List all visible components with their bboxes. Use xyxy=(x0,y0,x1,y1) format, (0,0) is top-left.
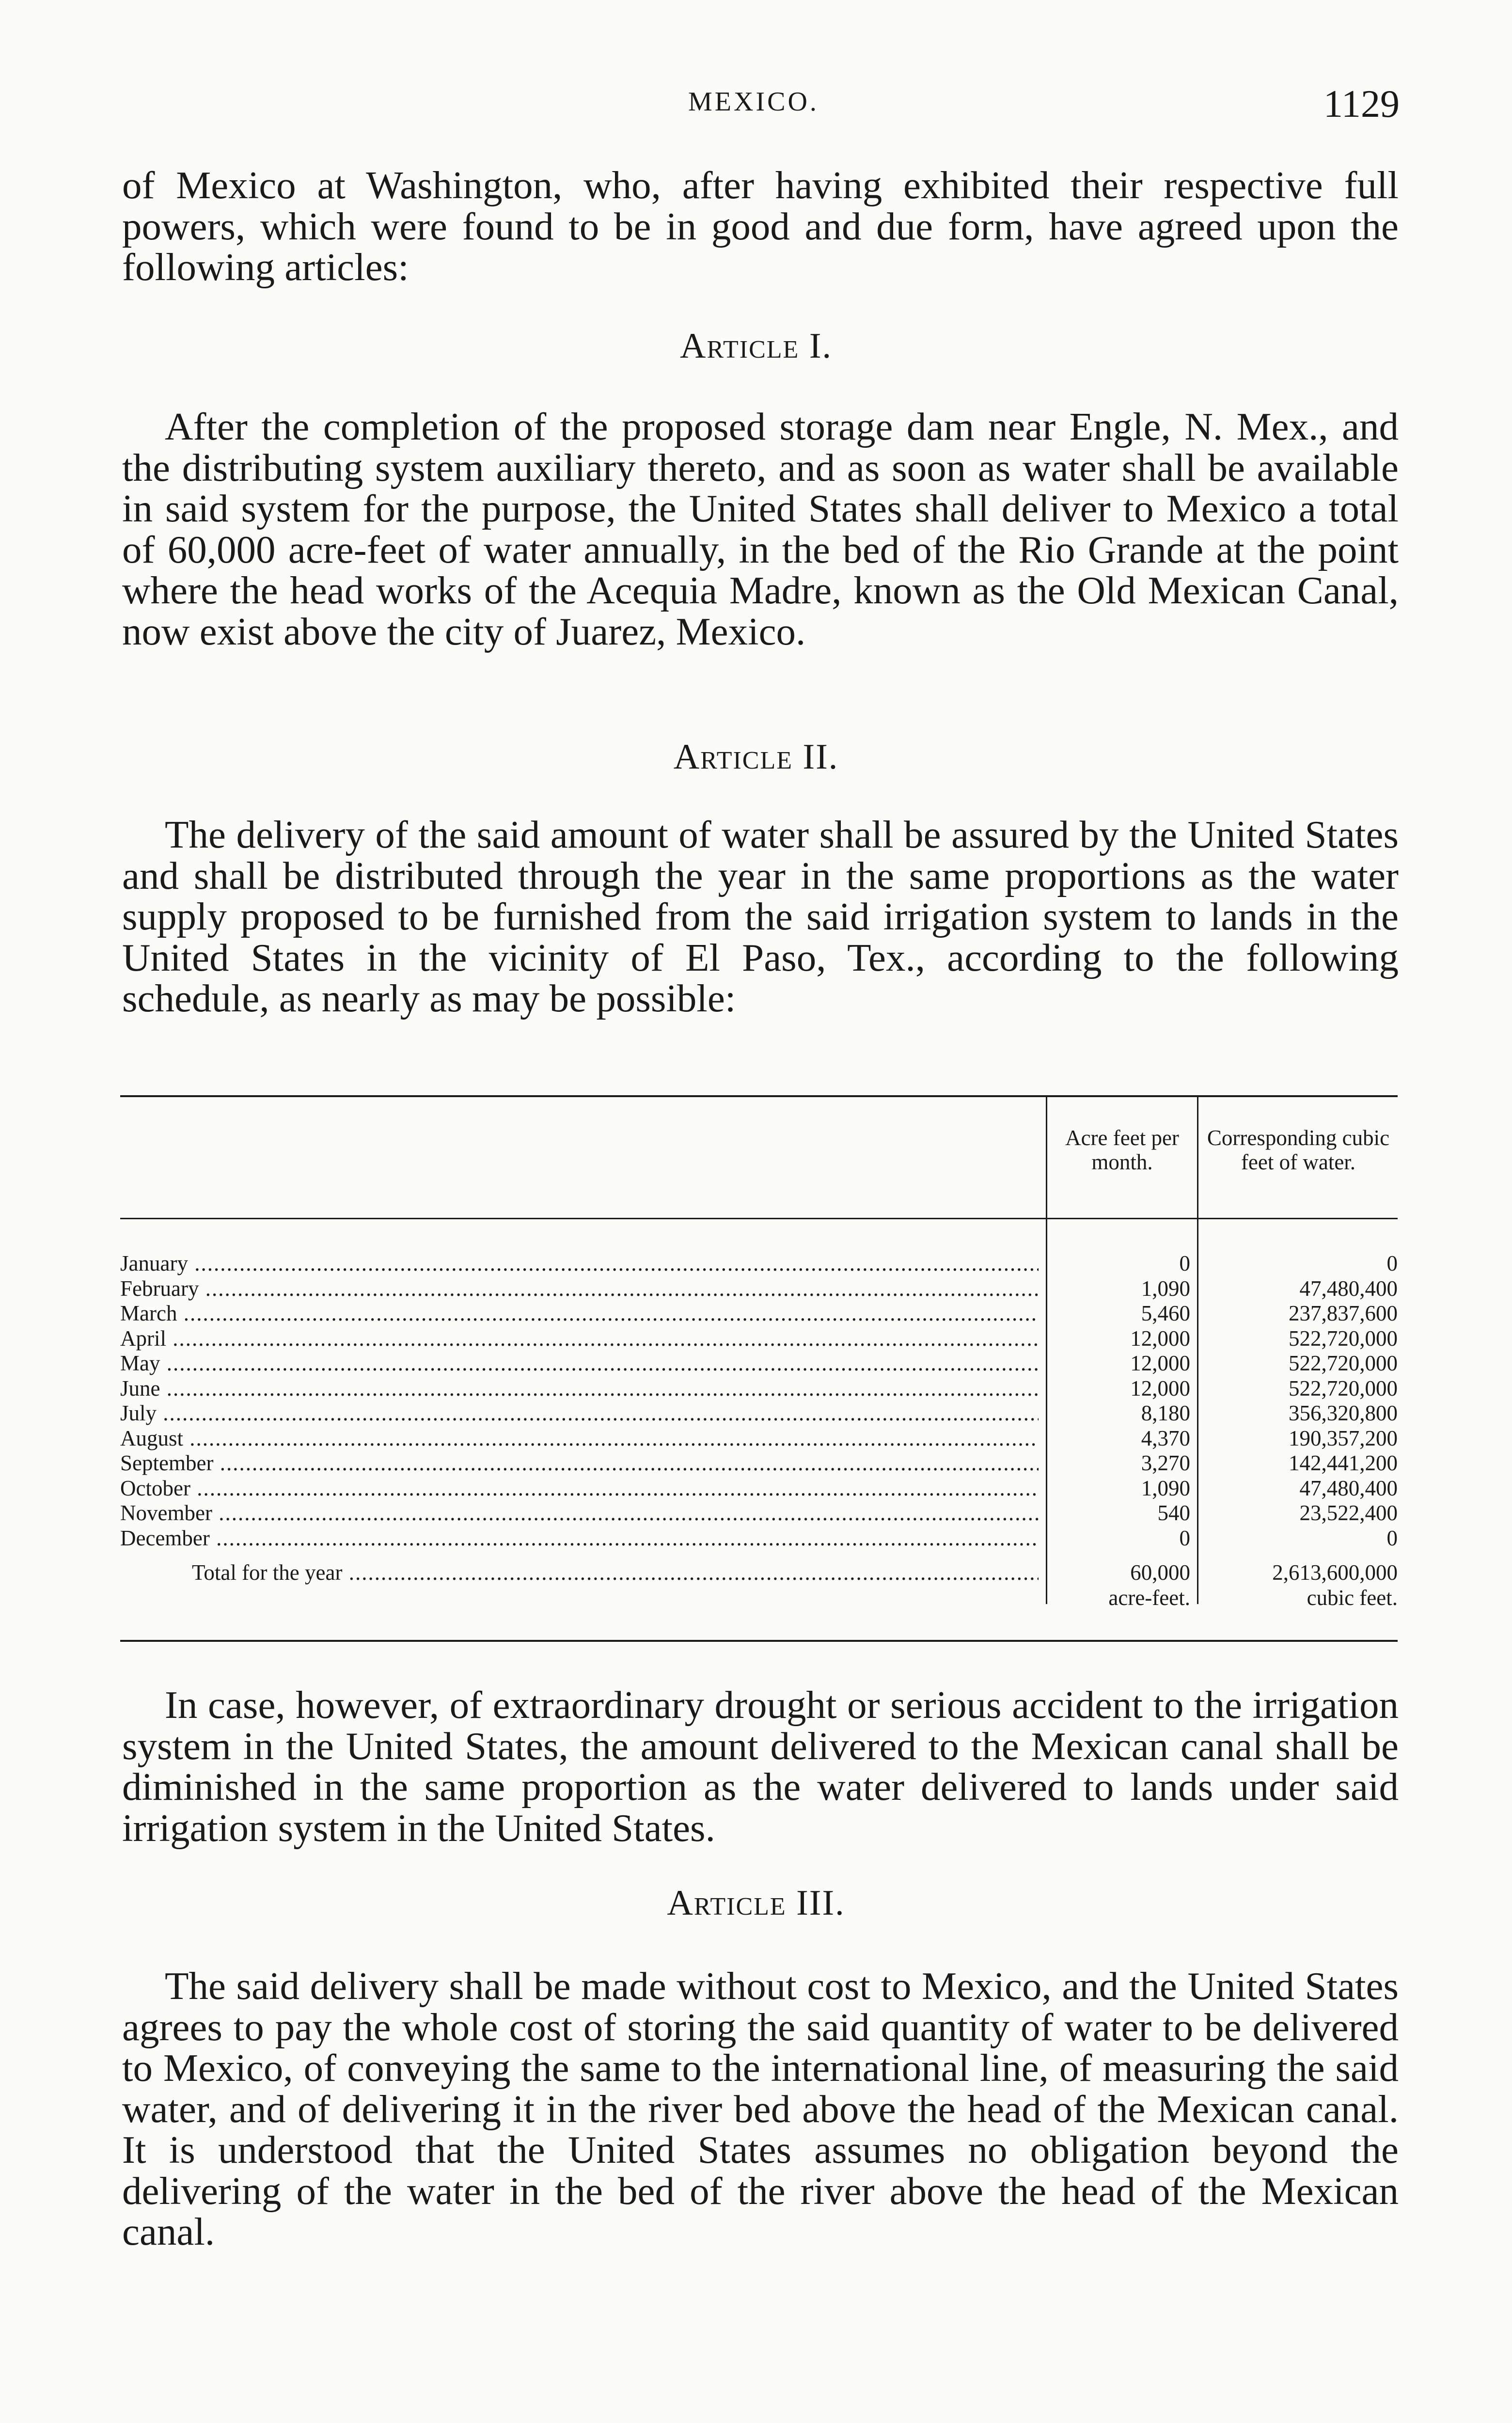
acre-feet-cell: 0 xyxy=(1179,1526,1190,1550)
month-cell: July ..... xyxy=(120,1401,1039,1426)
acre-feet-cell: 12,000 xyxy=(1130,1326,1190,1351)
table-top-rule xyxy=(120,1095,1398,1097)
cubic-feet-cell: 522,720,000 xyxy=(1289,1351,1398,1375)
table-row xyxy=(120,1326,1398,1352)
article-1-heading-text: Article I. xyxy=(680,326,832,366)
acre-feet-cell: 5,460 xyxy=(1141,1301,1190,1325)
cubic-feet-cell: 142,441,200 xyxy=(1289,1451,1398,1475)
month-cell: November ..... xyxy=(120,1501,1039,1526)
table-row xyxy=(120,1476,1398,1501)
table-row xyxy=(120,1426,1398,1451)
month-cell: October ..... xyxy=(120,1476,1039,1501)
acre-feet-cell: 0 xyxy=(1179,1251,1190,1275)
month-cell: March ..... xyxy=(120,1301,1039,1326)
acre-feet-cell: 12,000 xyxy=(1130,1351,1190,1375)
intro-paragraph: of Mexico at Washington, who, after having exhibited their respective full powers, which were found to be in good and due form, have agreed upon the following articles: xyxy=(122,163,1399,289)
cubic-feet-cell: 522,720,000 xyxy=(1289,1376,1398,1400)
month-cell: February ..... xyxy=(120,1276,1039,1302)
header-cubic-feet: Corresponding cubic feet of water. xyxy=(1207,1126,1390,1174)
article-2-paragraph: The delivery of the said amount of water shall be assured by the United States and shall be distributed through the year in the same proportions as the water supply proposed to be furnished from the said irrigation system to lands in the United States in the vicinity of El Paso, Tex., according to the following schedule, as nearly as may be possible: xyxy=(122,813,1399,1020)
table-row xyxy=(120,1501,1398,1526)
month-cell: June ..... xyxy=(120,1376,1039,1401)
total-cubic-feet-unit: cubic feet. xyxy=(1307,1585,1398,1610)
cubic-feet-cell: 47,480,400 xyxy=(1299,1276,1398,1301)
article-3-paragraph: The said delivery shall be made without cost to Mexico, and the United States agrees to pay the whole cost of storing the said quantity of water to be delivered to Mexico, of conveying the same to the international line, of measuring the said water, and of delivering it in the river bed above the head of the Mexican canal. It is understood that the United States assumes no obligation beyond the delivering of the water in the bed of the river above the head of the Mexican canal. xyxy=(122,1964,1399,2253)
article-3-heading xyxy=(0,1883,1512,1924)
acre-feet-cell: 3,270 xyxy=(1141,1451,1190,1475)
table-row xyxy=(120,1251,1398,1276)
total-acre-feet-unit: acre-feet. xyxy=(1108,1585,1190,1610)
header-acre-feet: Acre feet per month. xyxy=(1065,1126,1179,1174)
article-2-followup-paragraph: In case, however, of extraordinary drought or serious accident to the irrigation system in the United States, the amount delivered to the Mexican canal shall be diminished in the same proportion as the water delivered to lands under said irrigation system in the United States. xyxy=(122,1683,1399,1850)
acre-feet-cell: 540 xyxy=(1157,1501,1190,1525)
table-row xyxy=(120,1301,1398,1326)
article-1-heading xyxy=(0,326,1512,367)
total-row xyxy=(120,1560,1398,1614)
table-row xyxy=(120,1276,1398,1302)
header-rule xyxy=(120,1218,1398,1219)
article-2-heading-text: Article II. xyxy=(673,737,839,777)
table-row xyxy=(120,1401,1398,1426)
table-row xyxy=(120,1526,1398,1551)
table-row xyxy=(120,1376,1398,1401)
cubic-feet-cell: 522,720,000 xyxy=(1289,1326,1398,1351)
acre-feet-cell: 1,090 xyxy=(1141,1476,1190,1500)
cubic-feet-cell: 23,522,400 xyxy=(1299,1501,1398,1525)
cubic-feet-cell: 0 xyxy=(1386,1251,1398,1275)
water-schedule-table xyxy=(120,1095,1398,1648)
month-cell: January ..... xyxy=(120,1251,1039,1276)
month-cell: April ..... xyxy=(120,1326,1039,1352)
month-cell: December ..... xyxy=(120,1526,1039,1551)
page-number: 1129 xyxy=(1323,83,1400,126)
acre-feet-cell: 1,090 xyxy=(1141,1276,1190,1301)
running-head xyxy=(0,82,1512,126)
table-bottom-rule xyxy=(120,1640,1398,1642)
cubic-feet-cell: 47,480,400 xyxy=(1299,1476,1398,1500)
article-1-paragraph: After the completion of the proposed storage dam near Engle, N. Mex., and the distributing system auxiliary thereto, and as soon as water shall be available in said system for the purpose, the United States shall deliver to Mexico a total of 60,000 acre-feet of water annually, in the bed of the Rio Grande at the point where the head works of the Acequia Madre, known as the Old Mexican Canal, now exist above the city of Juarez, Mexico. xyxy=(122,405,1399,653)
table-row xyxy=(120,1451,1398,1476)
cubic-feet-cell: 237,837,600 xyxy=(1289,1301,1398,1325)
cubic-feet-cell: 0 xyxy=(1386,1526,1398,1550)
acre-feet-cell: 4,370 xyxy=(1141,1426,1190,1450)
month-cell: September ..... xyxy=(120,1451,1039,1476)
total-label: Total for the year ..... xyxy=(192,1560,1039,1586)
total-cubic-feet: 2,613,600,000 xyxy=(1272,1560,1398,1585)
month-cell: August ..... xyxy=(120,1426,1039,1451)
acre-feet-cell: 12,000 xyxy=(1130,1376,1190,1400)
schedule-rows xyxy=(120,1251,1398,1551)
running-title: MEXICO. xyxy=(688,87,819,117)
article-3-heading-text: Article III. xyxy=(667,1883,845,1923)
acre-feet-cell: 8,180 xyxy=(1141,1401,1190,1425)
cubic-feet-cell: 356,320,800 xyxy=(1289,1401,1398,1425)
table-row xyxy=(120,1351,1398,1376)
total-acre-feet: 60,000 xyxy=(1130,1560,1190,1585)
month-cell: May ..... xyxy=(120,1351,1039,1376)
cubic-feet-cell: 190,357,200 xyxy=(1289,1426,1398,1450)
article-2-heading xyxy=(0,737,1512,778)
